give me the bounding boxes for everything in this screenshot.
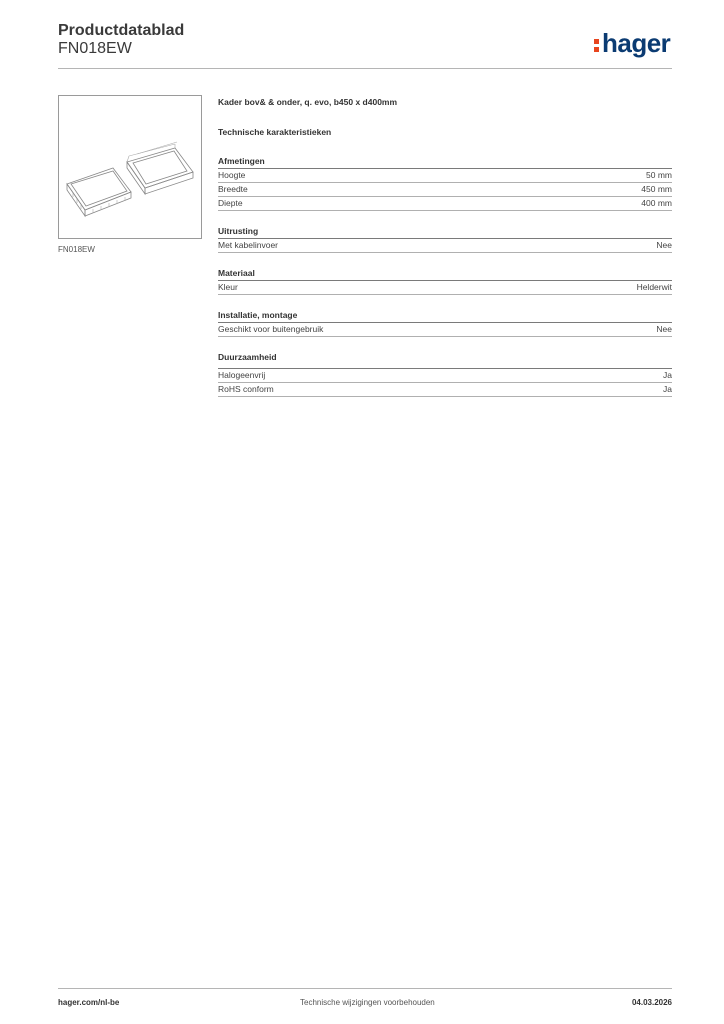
footer-disclaimer: Technische wijzigingen voorbehouden [300,998,435,1007]
frame-illustration-icon [59,96,201,238]
group-title: Uitrusting [218,225,672,239]
spec-label: Breedte [218,184,248,194]
product-code: FN018EW [58,40,132,57]
spec-label: Kleur [218,282,238,292]
product-description: Kader bov& & onder, q. evo, b450 x d400mm [218,97,398,107]
spec-row [218,239,672,253]
spec-label: Halogeenvrij [218,370,266,380]
spec-label: Diepte [218,198,243,208]
spec-value: 50 mm [646,170,672,180]
product-image [58,95,202,239]
spec-row [218,281,672,295]
spec-content [218,95,672,397]
spec-row [218,369,672,383]
spec-label: RoHS conform [218,384,274,394]
document-title: Productdatablad [58,22,185,39]
spec-value: 450 mm [641,184,672,194]
group-title: Afmetingen [218,155,672,169]
technical-section-title: Technische karakteristieken [218,127,332,137]
image-caption: FN018EW [58,245,95,254]
spec-group-material [218,267,672,295]
spec-group-installation [218,309,672,337]
spec-value: Ja [663,384,672,394]
footer-date: 04.03.2026 [631,998,672,1007]
spec-value: Nee [656,324,672,334]
spec-label: Met kabelinvoer [218,240,279,250]
spec-group-dimensions [218,155,672,211]
spec-group-equipment [218,225,672,253]
footer-website-link[interactable]: hager.com/nl-be [58,998,120,1007]
spec-row [218,183,672,197]
logo-text: hager [602,28,671,58]
spec-row [218,197,672,211]
footer-divider [58,988,672,989]
spec-row [218,169,672,183]
hager-logo [594,28,670,59]
spec-value: Helderwit [636,282,672,292]
group-title: Duurzaamheid [218,351,672,369]
header-divider [58,68,672,69]
logo-dots-icon [594,37,600,53]
spec-label: Geschikt voor buitengebruik [218,324,324,334]
spec-label: Hoogte [218,170,246,180]
spec-value: Ja [663,370,672,380]
group-title: Installatie, montage [218,309,672,323]
spec-row [218,383,672,397]
spec-group-sustainability [218,351,672,397]
spec-row [218,323,672,337]
spec-value: 400 mm [641,198,672,208]
spec-value: Nee [656,240,672,250]
group-title: Materiaal [218,267,672,281]
